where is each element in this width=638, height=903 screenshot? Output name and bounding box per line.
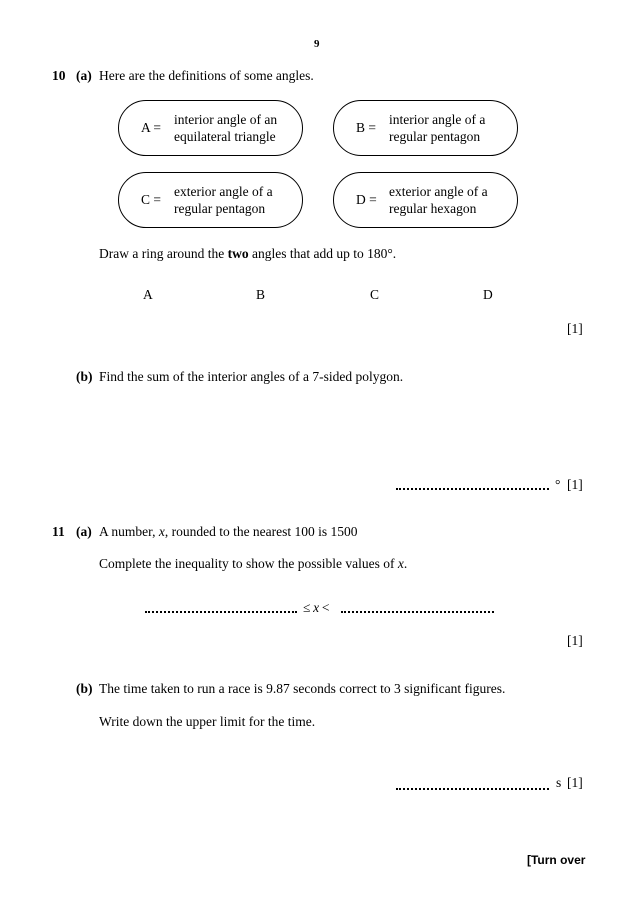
- question-10b-marks: [1]: [567, 477, 583, 492]
- q11a-text-start: A number,: [99, 524, 159, 539]
- angle-box-d-letter: D =: [356, 192, 377, 207]
- inequality-le-sign: ≤: [303, 600, 311, 615]
- option-c[interactable]: C: [370, 287, 380, 302]
- angle-box-c: [118, 172, 303, 228]
- angle-box-c-letter: C =: [141, 192, 161, 207]
- question-11a-text: [99, 524, 358, 540]
- question-11b-label: (b): [76, 681, 93, 696]
- question-11b-text: The time taken to run a race is 9.87 seconds correct to 3 significant figures.: [99, 681, 506, 696]
- question-11b-marks: [1]: [567, 775, 583, 790]
- answer-line-10b[interactable]: [396, 488, 549, 490]
- angle-box-d-line1: exterior angle of a: [389, 184, 488, 199]
- inequality-variable: x: [313, 600, 320, 615]
- q11a-instruction-variable: x: [397, 556, 404, 571]
- question-11a-marks: [1]: [567, 633, 583, 648]
- angle-box-d: [333, 172, 518, 228]
- question-10a-label: (a): [76, 68, 92, 83]
- question-10b-unit: °: [555, 477, 561, 492]
- angle-box-a-line2: equilateral triangle: [174, 129, 276, 144]
- answer-line-11a-upper[interactable]: [341, 611, 494, 613]
- question-10-number: 10: [52, 68, 66, 83]
- turn-over-footer: [Turn over: [527, 853, 586, 867]
- question-11b-unit: s: [556, 775, 562, 790]
- question-11-number: 11: [52, 524, 65, 539]
- angle-box-a-letter: A =: [141, 120, 161, 135]
- instruction-text-start: Draw a ring around the: [99, 246, 228, 261]
- question-11b-instruction: Write down the upper limit for the time.: [99, 714, 316, 729]
- instruction-text-end: angles that add up to 180°.: [248, 246, 397, 261]
- question-10a-marks: [1]: [567, 321, 583, 336]
- q11a-instruction-start: Complete the inequality to show the possible values of: [99, 556, 398, 571]
- angle-box-b: [333, 100, 518, 156]
- question-10a-intro: Here are the definitions of some angles.: [99, 68, 314, 83]
- question-11a-instruction: [99, 556, 407, 572]
- angle-box-c-line1: exterior angle of a: [174, 184, 273, 199]
- angle-box-a: [118, 100, 303, 156]
- page-number: 9: [314, 38, 320, 50]
- angle-box-b-letter: B =: [356, 120, 376, 135]
- option-d[interactable]: D: [483, 287, 493, 302]
- angle-box-b-line1: interior angle of a: [389, 112, 486, 127]
- angle-box-d-line2: regular hexagon: [389, 201, 477, 216]
- answer-line-11a-lower[interactable]: [145, 611, 297, 613]
- angle-box-a-line1: interior angle of an: [174, 112, 278, 127]
- inequality-lt-sign: <: [321, 600, 330, 615]
- q11a-instruction-end: .: [403, 556, 408, 571]
- instruction-bold-word: two: [227, 246, 249, 261]
- answer-line-11b[interactable]: [396, 788, 549, 790]
- q11a-text-end: , rounded to the nearest 100 is 1500: [164, 524, 358, 539]
- question-11a-label: (a): [76, 524, 92, 539]
- inequality: [303, 600, 329, 616]
- question-10a-instruction: [99, 246, 396, 262]
- option-b[interactable]: B: [256, 287, 266, 302]
- angle-box-b-line2: regular pentagon: [389, 129, 481, 144]
- question-10b-text: Find the sum of the interior angles of a 7-sided polygon.: [99, 369, 404, 384]
- angle-box-c-line2: regular pentagon: [174, 201, 266, 216]
- q11a-variable: x: [158, 524, 165, 539]
- option-a[interactable]: A: [143, 287, 153, 302]
- question-10b-label: (b): [76, 369, 93, 384]
